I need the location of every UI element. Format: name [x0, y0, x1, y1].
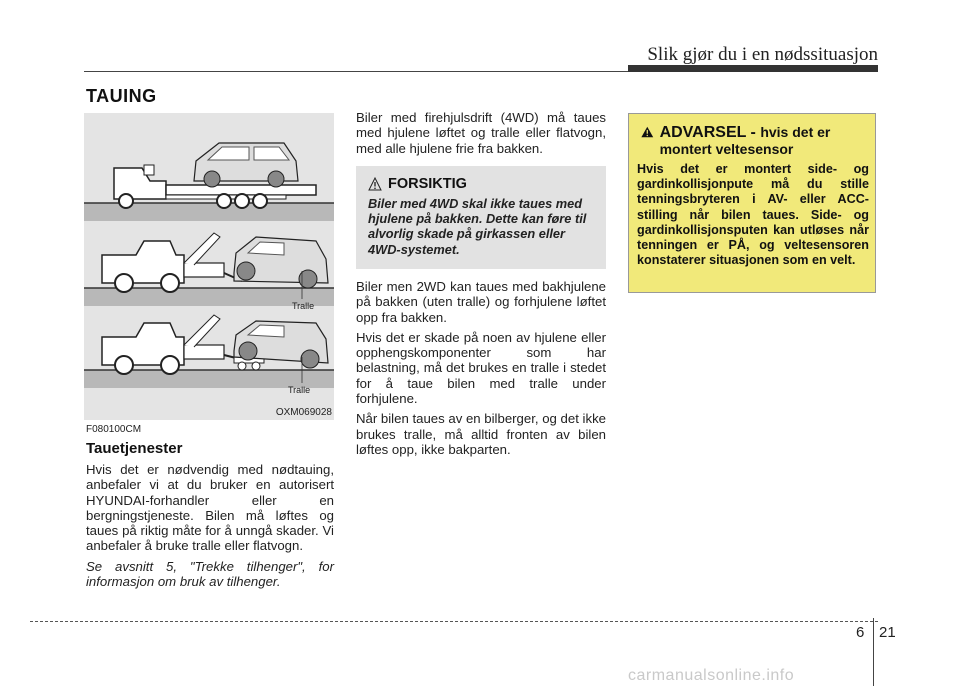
section-title: TAUING — [86, 86, 157, 106]
warning-box — [628, 113, 876, 293]
warning-text: Hvis det er montert side- og gardinkollisjonpute må du stille tenningsbryteren i AV- eller ACC-stilling når bilen taues. Side- og gardinkollisjonsputen kan utløses når tenningen er PÅ, og veltesensoren konstaterer situasjonen som en velt. — [637, 162, 869, 268]
caption-code: F080100CM — [86, 424, 142, 435]
paragraph: Hvis det er nødvendig med nødtauing, anbefaler vi at du bruker en autorisert HYUNDAI-forhandler eller en bergningstjeneste. Bilen må løftes og taues på riktig måte for å unngå skader. Vi anbefaler å bruke tralle eller flatvogn. — [86, 462, 334, 554]
warning-title-main: ADVARSEL - — [659, 124, 756, 141]
warning-title-sub: hvis det er montert veltesensor — [659, 124, 831, 157]
caution-title: FORSIKTIG — [388, 176, 467, 192]
towing-illustration-drawing — [84, 113, 334, 420]
paragraph: Når bilen taues av en bilberger, og det ikke brukes tralle, må alltid fronten av bilen løftes opp, ikke bakparten. — [356, 411, 606, 457]
page-number-divider — [873, 618, 874, 686]
paragraph: Hvis det er skade på noen av hjulene eller opphengskomponenter som har belastning, må det brukes en tralle i stedet for å taue bilen med tralle under forhjulene. — [356, 329, 606, 407]
middle-body-text — [356, 110, 606, 161]
warning-header — [641, 124, 875, 158]
towing-illustration — [84, 113, 334, 420]
figure-code: OXM069028 — [275, 407, 332, 418]
figure-label-tralle: Tralle — [292, 301, 315, 311]
paragraph: Biler med firehjulsdrift (4WD) må taues med hjulene løftet og tralle eller flatvogn, med alle hjulene frie fra bakken. — [356, 110, 606, 156]
caution-triangle-icon — [368, 177, 382, 191]
chapter-title: Slik gjør du i en nødssituasjon — [647, 44, 878, 65]
page-number: 21 — [879, 624, 896, 641]
caution-box — [356, 166, 606, 269]
warning-triangle-icon — [641, 124, 654, 140]
paragraph-reference: Se avsnitt 5, "Trekke tilhenger", for informasjon om bruk av tilhenger. — [86, 558, 334, 590]
middle-body-text-2 — [356, 279, 606, 462]
chapter-number: 6 — [856, 624, 865, 641]
caution-text: Biler med 4WD skal ikke taues med hjulene på bakken. Dette kan føre til alvorlig skade på girkassen eller 4WD-systemet. — [368, 196, 587, 257]
left-body-text — [86, 462, 334, 594]
header-accent-bar — [628, 65, 878, 72]
footer-rule — [30, 621, 878, 622]
watermark: carmanualsonline.info — [628, 667, 795, 684]
caution-header — [368, 176, 467, 192]
paragraph: Biler men 2WD kan taues med bakhjulene på bakken (uten tralle) og forhjulene løftet opp fra bakken. — [356, 279, 606, 325]
warning-title — [660, 124, 875, 158]
figure-label-tralle: Tralle — [288, 385, 311, 395]
subheading: Tauetjenester — [86, 440, 183, 457]
